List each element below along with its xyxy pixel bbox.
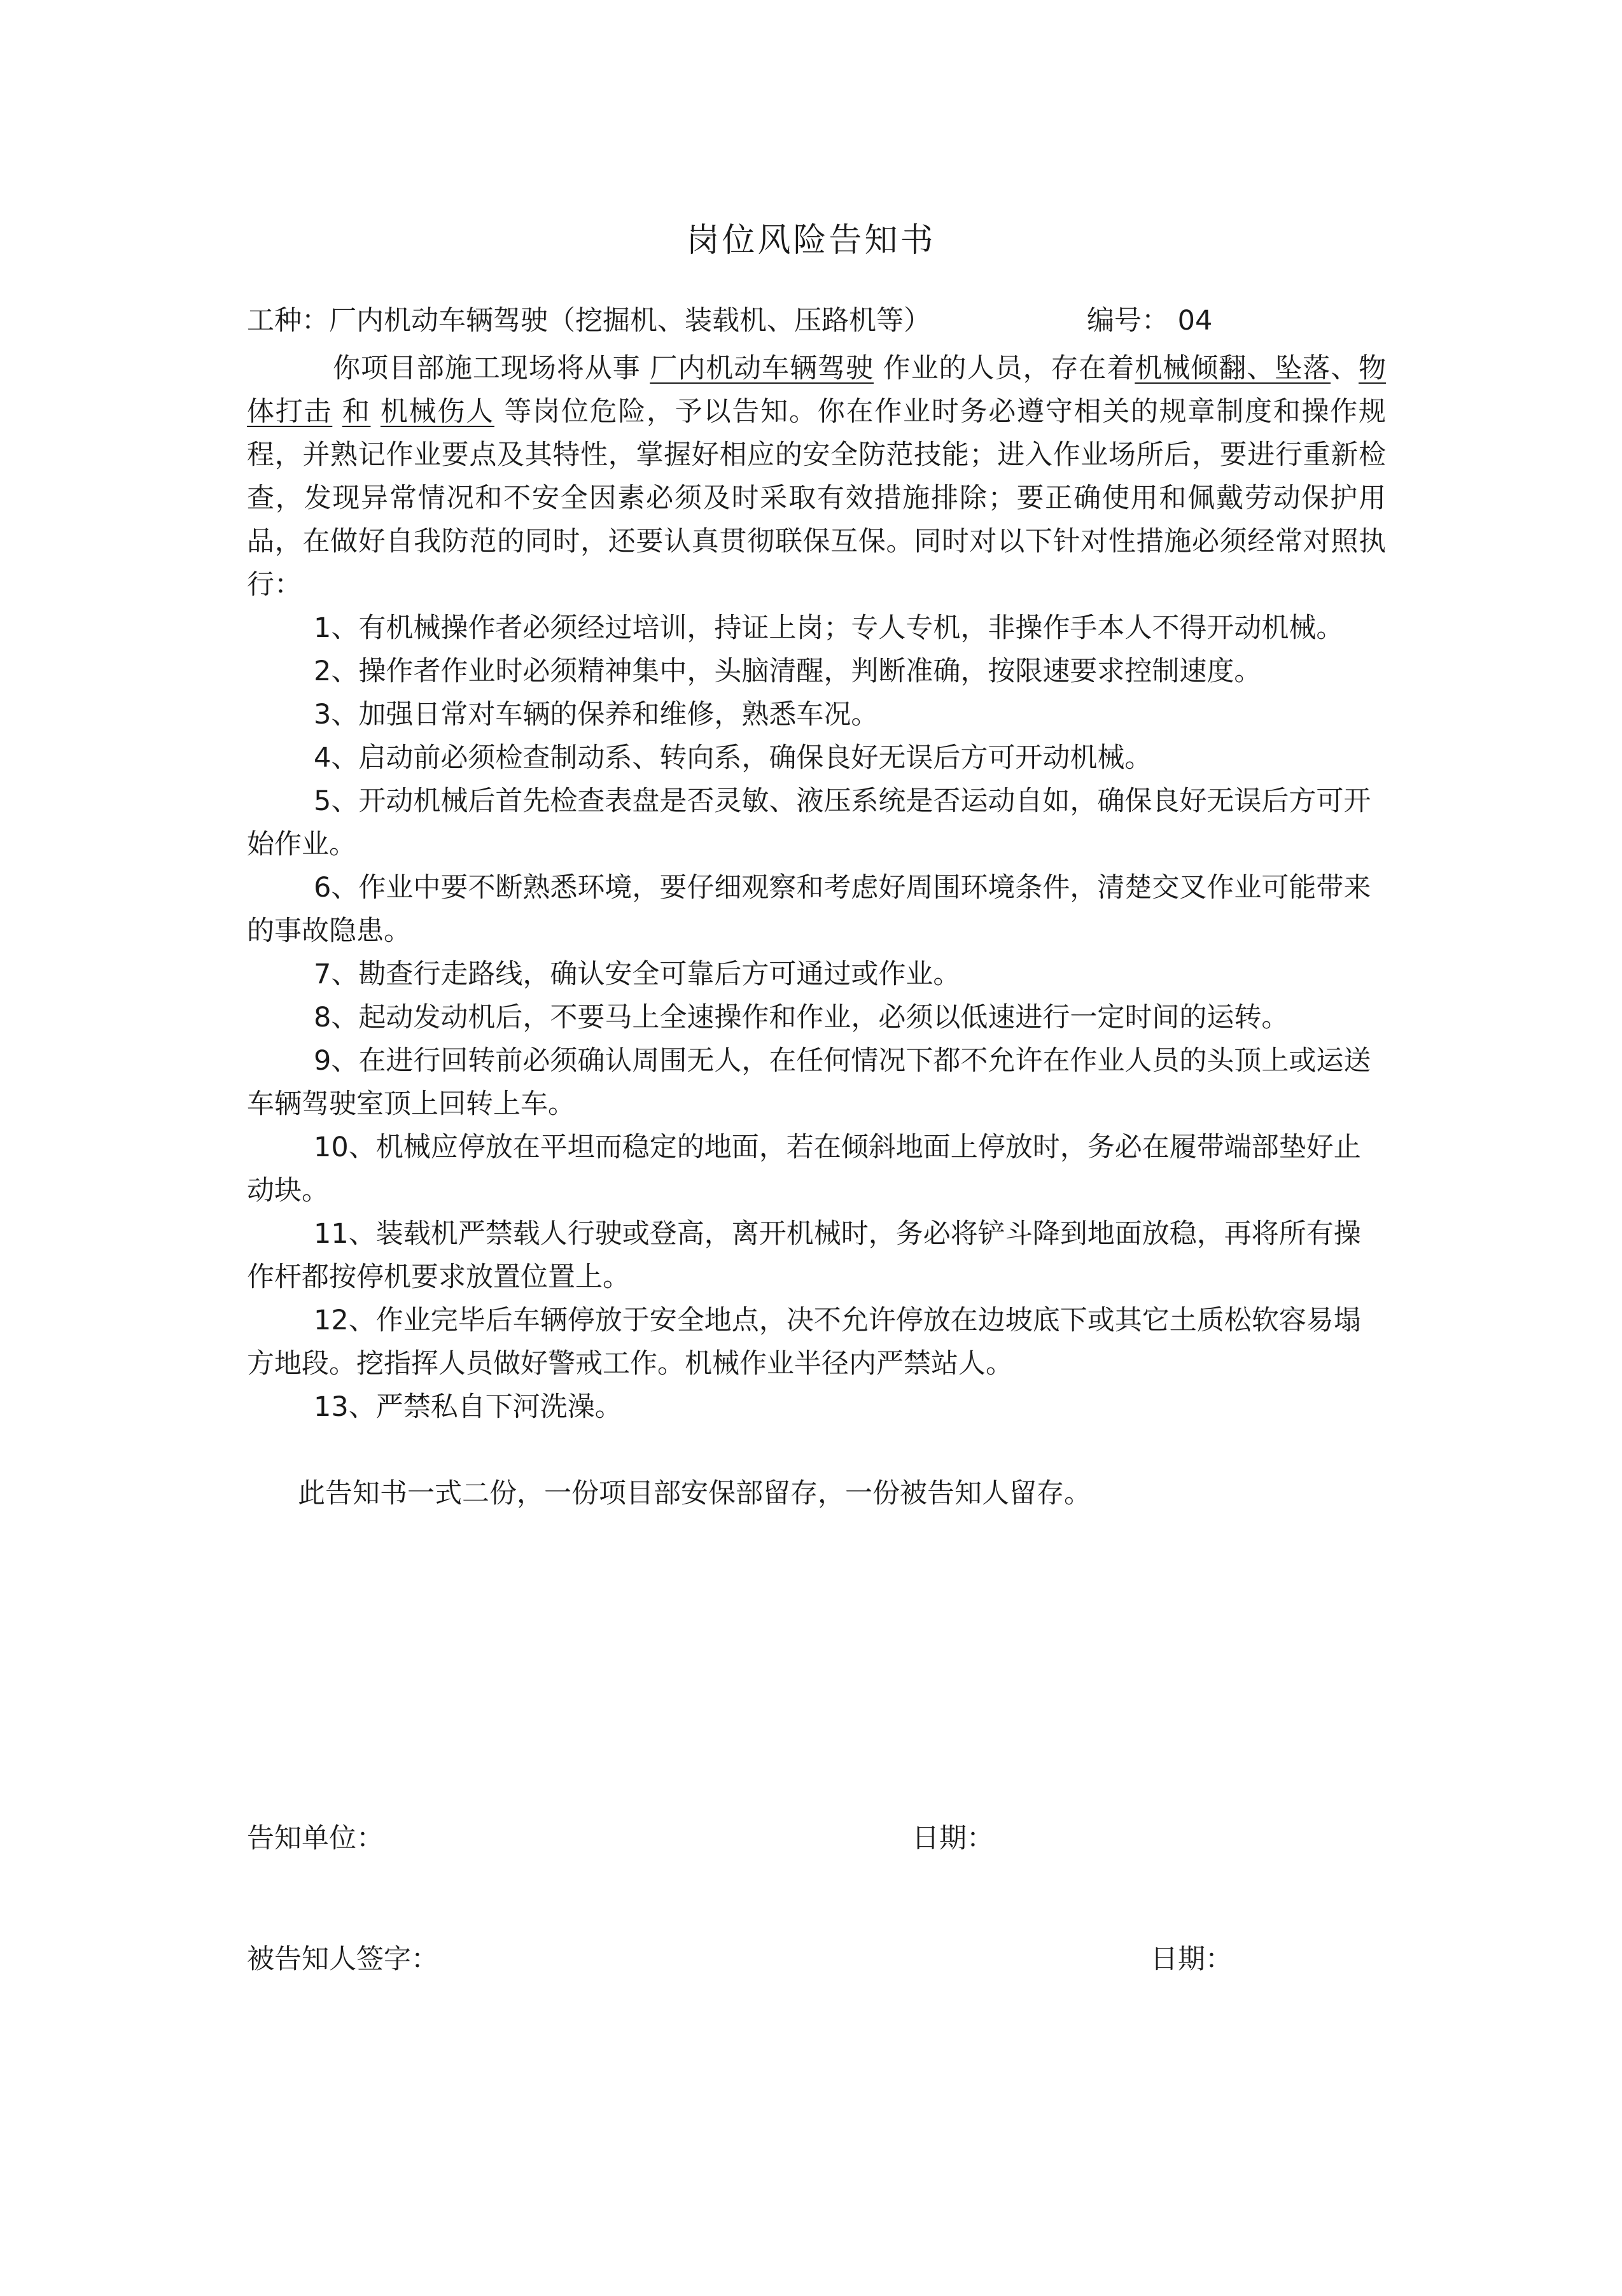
measure-item: 7、勘查行走路线，确认安全可靠后方可通过或作业。 <box>314 958 961 990</box>
measure-item: 8、起动发动机后，不要马上全速操作和作业，必须以低速进行一定时间的运转。 <box>314 1002 1289 1033</box>
measure-item: 2、操作者作业时必须精神集中，头脑清醒，判断准确，按限速要求控制速度。 <box>314 655 1262 687</box>
intro-text: 等岗位危险，予以告知。你在作业时务必遵守相关的规章制度和操作规程，并熟记作业要点及其特性，掌握好相应的安全防范技能；进入作业场所后，要进行重新检查，发现异常情况和不安全因素必须及时采取有效措施排除；要正确使用和佩戴劳动保护用品，在做好自我防范的同时，还要认真贯彻联保互保。同时对以下针对性措施必须经常对照执行： <box>247 396 1387 601</box>
footer-row-unit <box>247 1817 1386 1856</box>
intro-text: 作业的人员，存在着 <box>883 353 1135 384</box>
closing-statement: 此告知书一式二份，一份项目部安保部留存，一份被告知人留存。 <box>298 1478 1091 1509</box>
intro-text: 和 <box>342 396 371 428</box>
measure-item: 4、启动前必须检查制动系、转向系，确保良好无误后方可开动机械。 <box>314 742 1152 774</box>
measure-item: 5、开动机械后首先检查表盘是否灵敏、液压系统是否运动自如，确保良好无误后方可开始作业。 <box>247 785 1371 860</box>
intro-text: 你项目部施工现场将从事 <box>333 353 641 384</box>
measure-item: 1、有机械操作者必须经过培训，持证上岗；专人专机，非操作手本人不得开动机械。 <box>314 612 1344 644</box>
signee-label: 被告知人签字： <box>247 1943 438 1975</box>
date-label: 日期： <box>912 1823 994 1854</box>
risk-item: 物体打击 <box>247 353 1387 428</box>
measure-item: 13、严禁私自下河洗澡。 <box>314 1391 622 1423</box>
job-name: 厂内机动车辆驾驶 <box>650 353 874 384</box>
code-label: 编号： <box>1087 305 1169 337</box>
notice-body <box>247 347 1386 1515</box>
worktype-value: 厂内机动车辆驾驶（挖掘机、装载机、压路机等） <box>329 305 931 337</box>
risk-item: 机械伤人 <box>380 396 494 428</box>
intro-text: 、 <box>1331 353 1359 384</box>
intro-paragraph <box>247 347 1386 606</box>
header-line <box>247 299 1392 338</box>
measure-item: 6、作业中要不断熟悉环境，要仔细观察和考虑好周围环境条件，清楚交叉作业可能带来的事故隐患。 <box>247 872 1371 947</box>
page-title: 岗位风险告知书 <box>686 221 936 260</box>
measure-item: 3、加强日常对车辆的保养和维修，熟悉车况。 <box>314 699 879 731</box>
measure-item: 10、机械应停放在平坦而稳定的地面，若在倾斜地面上停放时，务必在履带端部垫好止动块。 <box>247 1131 1361 1207</box>
measure-item: 11、装载机严禁载人行驶或登高，离开机械时，务必将铲斗降到地面放稳，再将所有操作杆都按停机要求放置位置上。 <box>247 1218 1361 1293</box>
risk-item: 机械倾翻、坠落 <box>1135 353 1331 384</box>
code-field <box>1087 299 1212 338</box>
footer-row-signee <box>247 1938 1386 1977</box>
measure-item: 12、作业完毕后车辆停放于安全地点，决不允许停放在边坡底下或其它土质松软容易塌方地段。挖指挥人员做好警戒工作。机械作业半径内严禁站人。 <box>247 1305 1361 1380</box>
code-value: 04 <box>1177 305 1213 337</box>
date-label: 日期： <box>1150 1943 1233 1975</box>
measure-item: 9、在进行回转前必须确认周围无人，在任何情况下都不允许在作业人员的头顶上或运送车辆驾驶室顶上回转上车。 <box>247 1045 1371 1120</box>
worktype-label: 工种： <box>247 305 329 337</box>
notifying-unit-label: 告知单位： <box>247 1823 384 1854</box>
